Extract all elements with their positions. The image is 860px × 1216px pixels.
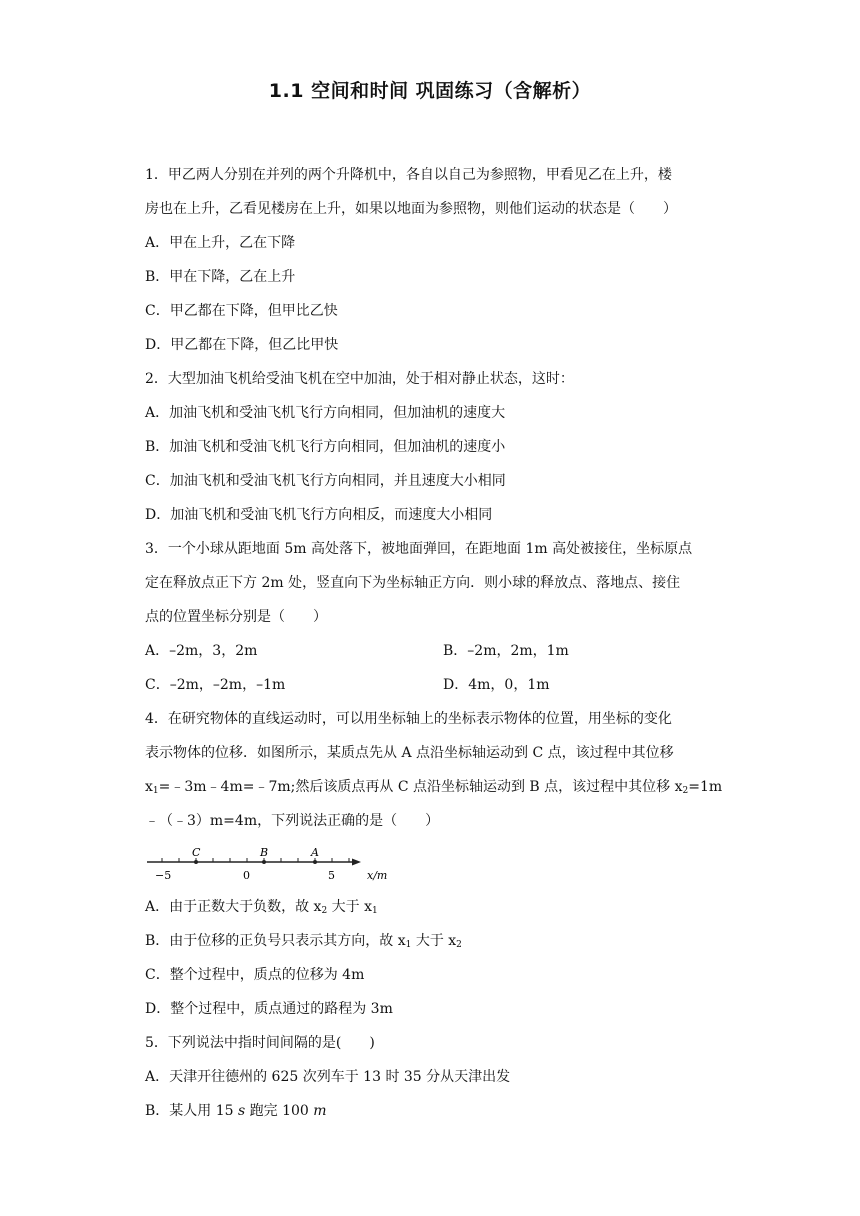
q5-option-b-middle: 跑完 100: [245, 1103, 314, 1119]
q2-option-d: D．加油飞机和受油飞机飞行方向相反，而速度大小相同: [145, 507, 493, 523]
q5-option-b: [145, 1094, 715, 1128]
q3-stem-line-2: 定在释放点正下方 2m 处，竖直向下为坐标轴正方向．则小球的释放点、落地点、接住: [145, 575, 681, 591]
coordinate-axis-figure: [145, 844, 715, 884]
axis-point-c: [194, 860, 198, 864]
q4-stem-line-1: 4．在研究物体的直线运动时，可以用坐标轴上的坐标表示物体的位置，用坐标的变化: [145, 711, 672, 727]
q4-option-b: [145, 924, 715, 958]
q4-option-d: D．整个过程中，质点通过的路程为 3m: [145, 1001, 393, 1017]
coordinate-axis-svg: [145, 844, 388, 884]
axis-tick-label: 5: [328, 869, 335, 882]
q1-option-b: B．甲在下降，乙在上升: [145, 269, 296, 285]
axis-point-label-b: B: [260, 846, 269, 859]
axis-points: [192, 846, 319, 864]
q4-option-a-sub-2: 1: [372, 906, 378, 916]
q3-stem-line-3: 点的位置坐标分别是（ ）: [145, 609, 327, 625]
q5-option-b-unit-s: s: [238, 1103, 246, 1119]
q4-stem-line-4: ﹣（﹣3）m=4m，下列说法正确的是（ ）: [145, 813, 440, 829]
q4-option-a-text: A．由于正数大于负数，故 x: [145, 899, 322, 915]
q3-option-b: B．–2m，2m，1m: [443, 643, 569, 659]
q1-stem-line-1: 1．甲乙两人分别在并列的两个升降机中，各自以自己为参照物，甲看见乙在上升，楼: [145, 167, 672, 183]
q3-option-a: A．–2m，3，2m: [145, 643, 258, 659]
q5-option-a: A．天津开往德州的 625 次列车于 13 时 35 分从天津出发: [145, 1069, 511, 1085]
q3-options-row-2: [145, 668, 715, 702]
q1-option-a: A．甲在上升，乙在下降: [145, 235, 296, 251]
q1-option-d: D．甲乙都在下降，但乙比甲快: [145, 337, 339, 353]
q4-stem-line-3-middle: =﹣3m﹣4m=﹣7m;然后该质点再从 C 点沿坐标轴运动到 B 点，该过程中其位移 x: [158, 779, 683, 795]
q2-option-c: C．加油飞机和受油飞机飞行方向相同，并且速度大小相同: [145, 473, 506, 489]
q5-option-b-text: B．某人用 15: [145, 1103, 239, 1119]
document-body: [145, 158, 723, 1128]
axis-arrow-icon: [352, 859, 361, 866]
q5-option-b-unit-m: m: [313, 1103, 327, 1119]
axis-point-label-a: A: [311, 846, 319, 859]
axis-tick-label: 0: [243, 869, 250, 882]
q4-x1-symbol: x: [145, 779, 153, 795]
q2-stem: 2．大型加油飞机给受油飞机在空中加油，处于相对静止状态，这时：: [145, 371, 574, 387]
q4-option-b-middle: 大于 x: [411, 933, 457, 949]
q4-option-a-sub-1: 2: [321, 906, 328, 916]
q2-option-a: A．加油飞机和受油飞机飞行方向相同，但加油机的速度大: [145, 405, 506, 421]
axis-point-b: [262, 860, 266, 864]
q4-option-b-text: B．由于位移的正负号只表示其方向，故 x: [145, 933, 406, 949]
q4-x2-subscript: 2: [682, 786, 689, 796]
axis-unit-label: x/m: [367, 869, 388, 882]
axis-point-label-c: C: [192, 846, 201, 859]
axis-labels: [155, 869, 335, 882]
q3-stem-line-1: 3．一个小球从距地面 5m 高处落下，被地面弹回，在距地面 1m 高处被接住，坐标原点: [145, 541, 693, 557]
q3-option-d: D．4m，0，1m: [443, 677, 550, 693]
q4-x1-subscript: 1: [152, 786, 159, 796]
q4-option-b-sub-2: 2: [456, 940, 462, 950]
axis-tick-label: −5: [155, 869, 172, 882]
q4-option-c: C．整个过程中，质点的位移为 4m: [145, 967, 365, 983]
q4-stem-line-3-end: =1m: [688, 779, 723, 795]
q4-option-a-middle: 大于 x: [327, 899, 372, 915]
q4-option-a: [145, 890, 715, 924]
page-title: 1.1 空间和时间 巩固练习（含解析）: [268, 80, 592, 102]
q2-option-b: B．加油飞机和受油飞机飞行方向相同，但加油机的速度小: [145, 439, 506, 455]
q5-stem: 5．下列说法中指时间间隔的是( ): [145, 1035, 375, 1051]
q1-option-c: C．甲乙都在下降，但甲比乙快: [145, 303, 338, 319]
q4-stem-line-3: [145, 770, 723, 804]
q4-stem-line-2: 表示物体的位移．如图所示，某质点先从 A 点沿坐标轴运动到 C 点，该过程中其位移: [145, 745, 674, 761]
q4-option-b-sub-1: 1: [405, 940, 412, 950]
q1-stem-line-2: 房也在上升，乙看见楼房在上升，如果以地面为参照物，则他们运动的状态是（ ）: [145, 201, 677, 217]
axis-point-a: [313, 860, 317, 864]
q3-options-row-1: [145, 634, 715, 668]
q3-option-c: C．–2m，–2m，–1m: [145, 677, 286, 693]
